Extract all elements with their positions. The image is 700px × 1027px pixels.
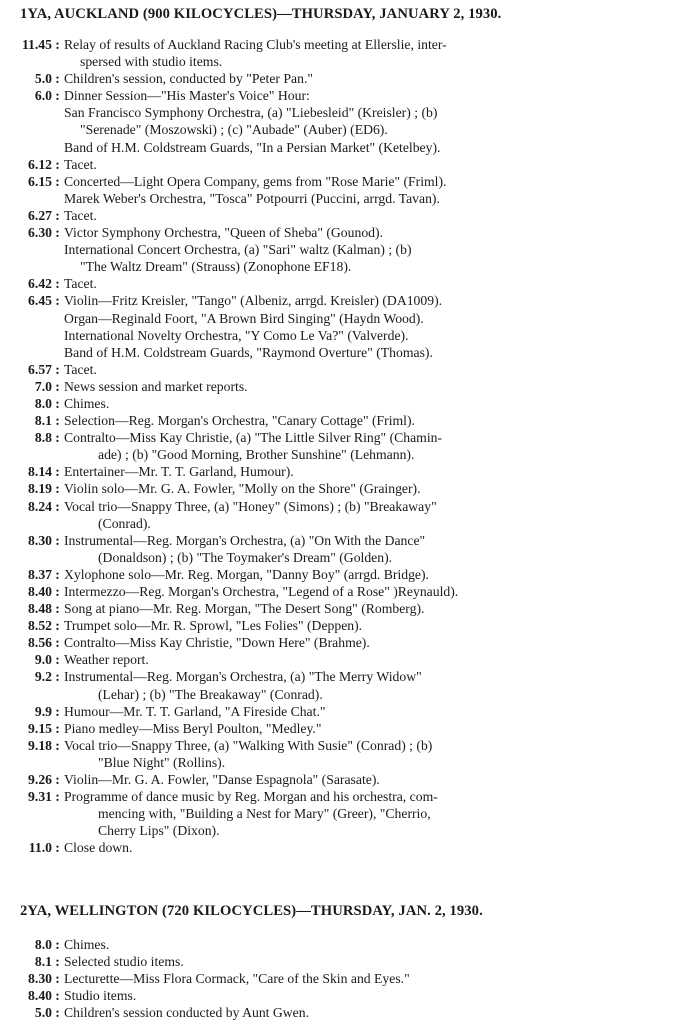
entry-line: Humour—Mr. T. T. Garland, "A Fireside Chat." bbox=[64, 703, 326, 719]
entry-text bbox=[64, 275, 669, 292]
entry-line: Cherry Lips" (Dixon). bbox=[98, 823, 220, 839]
entry-text bbox=[64, 668, 669, 702]
programme-entry bbox=[0, 953, 700, 970]
entry-colon: : bbox=[55, 464, 60, 480]
entry-colon: : bbox=[55, 720, 60, 736]
programme-entry bbox=[0, 583, 700, 600]
entry-colon: : bbox=[55, 378, 60, 394]
entry-colon: : bbox=[55, 937, 60, 952]
entry-time: 8.1 bbox=[34, 954, 52, 970]
entry-line: ade) ; (b) "Good Morning, Brother Sunshine" (Lehmann). bbox=[98, 447, 415, 463]
programme-entry bbox=[0, 292, 700, 360]
entry-line: Concerted—Light Opera Company, gems from "Rose Marie" (Friml). bbox=[64, 173, 447, 189]
entry-line: Weather report. bbox=[64, 652, 149, 668]
entry-line: Violin—Fritz Kreisler, "Tango" (Albeniz, arrgd. Kreisler) (DA1009). bbox=[64, 293, 443, 309]
entry-time: 11.0 bbox=[28, 840, 52, 856]
programme-entry bbox=[0, 378, 700, 395]
programme-entry bbox=[0, 737, 700, 771]
entry-time: 8.24 bbox=[28, 498, 52, 514]
entry-text bbox=[64, 480, 669, 497]
entry-text bbox=[64, 703, 669, 720]
programme-entry bbox=[0, 651, 700, 668]
programme-entry bbox=[0, 720, 700, 737]
programme-entry bbox=[0, 987, 700, 1004]
entry-text bbox=[64, 953, 669, 970]
entry-time: 8.56 bbox=[28, 635, 52, 651]
entry-line: News session and market reports. bbox=[64, 378, 248, 394]
programme-list-2ya bbox=[0, 936, 700, 1021]
entry-time: 9.0 bbox=[34, 652, 52, 668]
entry-line: (Conrad). bbox=[98, 515, 151, 531]
entry-colon: : bbox=[55, 789, 60, 805]
entry-line: Marek Weber's Orchestra, "Tosca" Potpourri (Puccini, arrgd. Tavan). bbox=[64, 190, 440, 206]
programme-entry bbox=[0, 600, 700, 617]
entry-time: 9.26 bbox=[28, 772, 52, 788]
entry-colon: : bbox=[55, 618, 60, 634]
entry-line: Band of H.M. Coldstream Guards, "In a Persian Market" (Ketelbey). bbox=[64, 139, 441, 155]
entry-line: spersed with studio items. bbox=[80, 54, 223, 70]
programme-entry bbox=[0, 1004, 700, 1021]
entry-time: 8.0 bbox=[34, 937, 52, 952]
entry-line: Instrumental—Reg. Morgan's Orchestra, (a) "The Merry Widow" bbox=[64, 669, 422, 685]
entry-line: "Serenade" (Moszowski) ; (c) "Aubade" (Auber) (ED6). bbox=[80, 122, 388, 138]
entry-colon: : bbox=[55, 584, 60, 599]
entry-time: 6.0 bbox=[34, 88, 52, 104]
entry-time: 9.15 bbox=[28, 720, 52, 736]
entry-line: Chimes. bbox=[64, 937, 110, 952]
entry-text bbox=[64, 292, 669, 360]
programme-entry bbox=[0, 566, 700, 583]
entry-line: Studio items. bbox=[64, 988, 137, 1004]
programme-entry bbox=[0, 412, 700, 429]
entry-text bbox=[64, 361, 669, 378]
entry-colon: : bbox=[55, 840, 60, 856]
programme-entry bbox=[0, 207, 700, 224]
entry-time: 9.9 bbox=[34, 703, 52, 719]
entry-text bbox=[64, 936, 669, 953]
section-heading-1ya: 1YA, AUCKLAND (900 KILOCYCLES)—THURSDAY, JANUARY 2, 1930. bbox=[20, 6, 502, 22]
entry-line: International Concert Orchestra, (a) "Sari" waltz (Kalman) ; (b) bbox=[64, 242, 412, 258]
entry-time: 8.14 bbox=[28, 464, 52, 480]
entry-time: 6.30 bbox=[28, 225, 52, 241]
entry-time: 9.31 bbox=[28, 789, 52, 805]
entry-line: Selected studio items. bbox=[64, 954, 184, 970]
programme-entry bbox=[0, 429, 700, 463]
entry-time: 6.27 bbox=[28, 207, 52, 223]
entry-text bbox=[64, 617, 669, 634]
entry-text bbox=[64, 737, 669, 771]
entry-text bbox=[64, 156, 669, 173]
programme-entry bbox=[0, 771, 700, 788]
programme-entry bbox=[0, 788, 700, 839]
entry-line: San Francisco Symphony Orchestra, (a) "Liebesleid" (Kreisler) ; (b) bbox=[64, 105, 438, 121]
entry-text bbox=[64, 1004, 669, 1021]
programme-entry bbox=[0, 36, 700, 70]
entry-time: 6.12 bbox=[28, 156, 52, 172]
entry-colon: : bbox=[55, 988, 60, 1004]
programme-entry bbox=[0, 498, 700, 532]
entry-line: Lecturette—Miss Flora Cormack, "Care of the Skin and Eyes." bbox=[64, 971, 410, 987]
entry-text bbox=[64, 720, 669, 737]
entry-time: 8.1 bbox=[34, 413, 52, 429]
entry-line: Tacet. bbox=[64, 276, 97, 292]
entry-line: Band of H.M. Coldstream Guards, "Raymond Overture" (Thomas). bbox=[64, 344, 433, 360]
entry-line: Vocal trio—Snappy Three, (a) "Walking With Susie" (Conrad) ; (b) bbox=[64, 737, 433, 753]
entry-colon: : bbox=[55, 430, 60, 446]
entry-colon: : bbox=[55, 954, 60, 970]
entry-colon: : bbox=[55, 669, 60, 685]
programme-entry bbox=[0, 839, 700, 856]
entry-time: 5.0 bbox=[34, 71, 52, 87]
programme-entry bbox=[0, 936, 700, 953]
programme-entry bbox=[0, 703, 700, 720]
programme-entry bbox=[0, 275, 700, 292]
entry-text bbox=[64, 987, 669, 1004]
entry-line: Contralto—Miss Kay Christie, "Down Here" (Brahme). bbox=[64, 635, 370, 651]
entry-colon: : bbox=[55, 173, 60, 189]
entry-colon: : bbox=[55, 481, 60, 497]
entry-time: 8.19 bbox=[28, 481, 52, 497]
programme-entry bbox=[0, 463, 700, 480]
entry-colon: : bbox=[55, 71, 60, 87]
entry-colon: : bbox=[55, 361, 60, 377]
entry-text bbox=[64, 566, 669, 583]
entry-line: Song at piano—Mr. Reg. Morgan, "The Desert Song" (Romberg). bbox=[64, 601, 425, 617]
entry-colon: : bbox=[55, 532, 60, 548]
entry-colon: : bbox=[55, 737, 60, 753]
entry-colon: : bbox=[55, 652, 60, 668]
programme-entry bbox=[0, 156, 700, 173]
entry-time: 8.52 bbox=[28, 618, 52, 634]
entry-text bbox=[64, 429, 669, 463]
entry-line: Organ—Reginald Foort, "A Brown Bird Singing" (Haydn Wood). bbox=[64, 310, 424, 326]
entry-colon: : bbox=[55, 971, 60, 987]
programme-entry bbox=[0, 634, 700, 651]
entry-line: Violin solo—Mr. G. A. Fowler, "Molly on the Shore" (Grainger). bbox=[64, 481, 421, 497]
entry-time: 8.30 bbox=[28, 971, 52, 987]
entry-time: 8.40 bbox=[28, 988, 52, 1004]
entry-line: (Donaldson) ; (b) "The Toymaker's Dream" (Golden). bbox=[98, 549, 393, 565]
entry-colon: : bbox=[55, 207, 60, 223]
entry-colon: : bbox=[55, 293, 60, 309]
entry-line: Tacet. bbox=[64, 207, 97, 223]
entry-line: "Blue Night" (Rollins). bbox=[98, 754, 226, 770]
entry-time: 8.0 bbox=[34, 395, 52, 411]
entry-line: Selection—Reg. Morgan's Orchestra, "Canary Cottage" (Friml). bbox=[64, 413, 415, 429]
programme-entry bbox=[0, 224, 700, 275]
entry-text bbox=[64, 207, 669, 224]
programme-entry bbox=[0, 617, 700, 634]
entry-line: mencing with, "Building a Nest for Mary" (Greer), "Cherrio, bbox=[98, 806, 431, 822]
entry-text bbox=[64, 788, 669, 839]
programme-entry bbox=[0, 668, 700, 702]
entry-line: Tacet. bbox=[64, 156, 97, 172]
entry-time: 11.45 bbox=[21, 37, 52, 52]
entry-colon: : bbox=[55, 498, 60, 514]
entry-line: Chimes. bbox=[64, 395, 110, 411]
programme-entry bbox=[0, 361, 700, 378]
entry-colon: : bbox=[55, 703, 60, 719]
entry-line: Xylophone solo—Mr. Reg. Morgan, "Danny Boy" (arrgd. Bridge). bbox=[64, 566, 429, 582]
entry-line: Intermezzo—Reg. Morgan's Orchestra, "Legend of a Rose" )Reynauld). bbox=[64, 584, 459, 599]
entry-text bbox=[64, 532, 669, 566]
entry-text bbox=[64, 651, 669, 668]
entry-line: Contralto—Miss Kay Christie, (a) "The Little Silver Ring" (Chamin- bbox=[64, 430, 443, 446]
entry-time: 9.18 bbox=[28, 737, 52, 753]
entry-colon: : bbox=[55, 276, 60, 292]
entry-time: 8.8 bbox=[34, 430, 52, 446]
entry-text bbox=[64, 583, 669, 600]
entry-text bbox=[64, 70, 669, 87]
entry-text bbox=[64, 173, 669, 207]
programme-entry bbox=[0, 970, 700, 987]
entry-text bbox=[64, 463, 669, 480]
entry-time: 8.30 bbox=[28, 532, 52, 548]
entry-time: 8.48 bbox=[28, 601, 52, 617]
entry-time: 8.40 bbox=[28, 584, 52, 599]
entry-text bbox=[64, 634, 669, 651]
entry-line: Vocal trio—Snappy Three, (a) "Honey" (Simons) ; (b) "Breakaway" bbox=[64, 498, 437, 514]
entry-colon: : bbox=[55, 225, 60, 241]
entry-colon: : bbox=[55, 772, 60, 788]
programme-entry bbox=[0, 480, 700, 497]
entry-text bbox=[64, 498, 669, 532]
entry-text bbox=[64, 839, 669, 856]
entry-text bbox=[64, 87, 669, 155]
entry-line: Relay of results of Auckland Racing Club's meeting at Ellerslie, inter- bbox=[64, 37, 447, 52]
entry-text bbox=[64, 395, 669, 412]
entry-time: 6.15 bbox=[28, 173, 52, 189]
entry-colon: : bbox=[55, 635, 60, 651]
entry-text bbox=[64, 224, 669, 275]
entry-text bbox=[64, 412, 669, 429]
entry-line: Close down. bbox=[64, 840, 133, 856]
programme-entry bbox=[0, 395, 700, 412]
entry-colon: : bbox=[55, 601, 60, 617]
entry-colon: : bbox=[55, 156, 60, 172]
entry-text bbox=[64, 378, 669, 395]
entry-text bbox=[64, 970, 669, 987]
entry-line: (Lehar) ; (b) "The Breakaway" (Conrad). bbox=[98, 686, 323, 702]
entry-line: Children's session conducted by Aunt Gwen. bbox=[64, 1005, 310, 1021]
entry-colon: : bbox=[55, 1005, 60, 1021]
programme-entry bbox=[0, 87, 700, 155]
programme-entry bbox=[0, 173, 700, 207]
section-heading-2ya: 2YA, WELLINGTON (720 KILOCYCLES)—THURSDAY, JAN. 2, 1930. bbox=[20, 903, 483, 919]
entry-line: "The Waltz Dream" (Strauss) (Zonophone EF18). bbox=[80, 259, 352, 275]
entry-colon: : bbox=[55, 413, 60, 429]
entry-time: 8.37 bbox=[28, 566, 52, 582]
entry-line: Programme of dance music by Reg. Morgan and his orchestra, com- bbox=[64, 789, 438, 805]
programme-entry bbox=[0, 532, 700, 566]
entry-line: Trumpet solo—Mr. R. Sprowl, "Les Folies" (Deppen). bbox=[64, 618, 363, 634]
entry-colon: : bbox=[55, 395, 60, 411]
entry-colon: : bbox=[55, 566, 60, 582]
entry-time: 6.42 bbox=[28, 276, 52, 292]
entry-text bbox=[64, 771, 669, 788]
entry-time: 5.0 bbox=[34, 1005, 52, 1021]
entry-line: International Novelty Orchestra, "Y Como Le Va?" (Valverde). bbox=[64, 327, 409, 343]
entry-text bbox=[64, 36, 669, 70]
entry-text bbox=[64, 600, 669, 617]
entry-colon: : bbox=[55, 37, 60, 52]
entry-line: Instrumental—Reg. Morgan's Orchestra, (a) "On With the Dance" bbox=[64, 532, 426, 548]
programme-list-1ya bbox=[0, 36, 700, 857]
entry-line: Violin—Mr. G. A. Fowler, "Danse Espagnola" (Sarasate). bbox=[64, 772, 380, 788]
entry-line: Dinner Session—"His Master's Voice" Hour: bbox=[64, 88, 310, 104]
entry-time: 9.2 bbox=[34, 669, 52, 685]
entry-time: 6.57 bbox=[28, 361, 52, 377]
entry-line: Entertainer—Mr. T. T. Garland, Humour). bbox=[64, 464, 294, 480]
entry-line: Children's session, conducted by "Peter Pan." bbox=[64, 71, 313, 87]
entry-colon: : bbox=[55, 88, 60, 104]
entry-line: Victor Symphony Orchestra, "Queen of Sheba" (Gounod). bbox=[64, 225, 384, 241]
programme-entry bbox=[0, 70, 700, 87]
entry-line: Tacet. bbox=[64, 361, 97, 377]
entry-line: Piano medley—Miss Beryl Poulton, "Medley." bbox=[64, 720, 322, 736]
entry-time: 7.0 bbox=[34, 378, 52, 394]
entry-time: 6.45 bbox=[28, 293, 52, 309]
